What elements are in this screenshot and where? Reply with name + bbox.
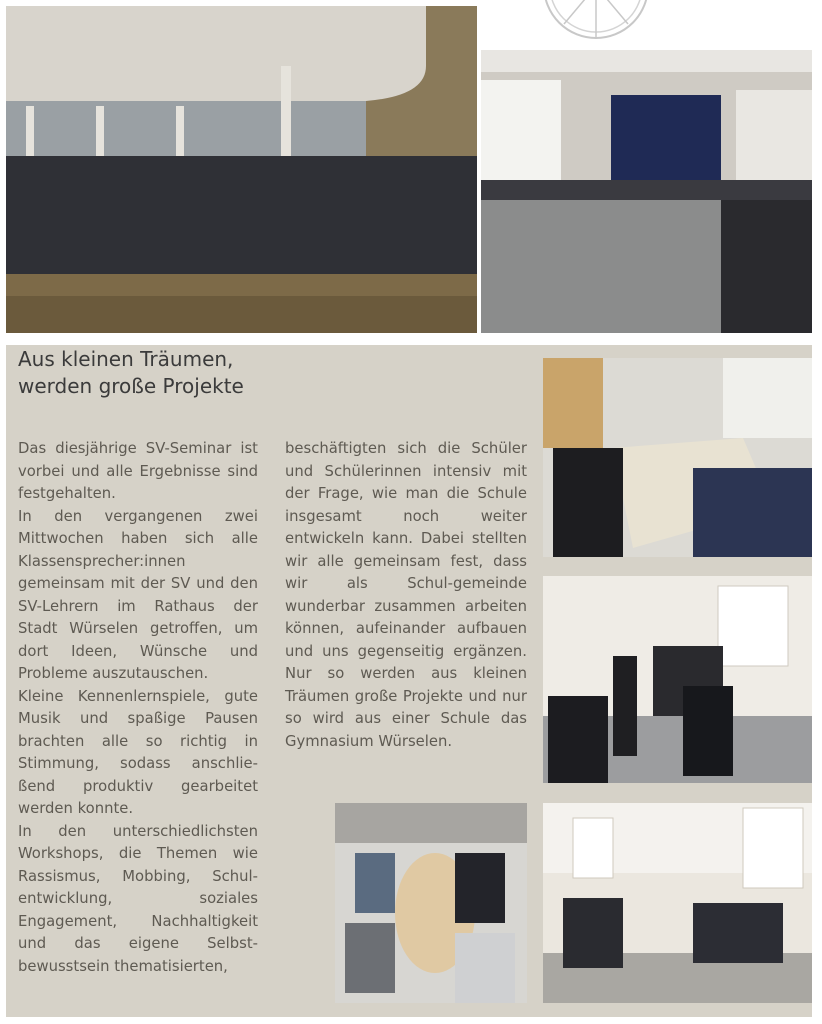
paragraph: beschäftigten sich die Schüler und Schülerinnen intensiv mit der Frage, wie man die Schule insgesamt noch weiter entwickeln kann. Dabei stellten wir alle gemeinsam fest, dass wir als Schul-gemeinde wunderbar zusammen arbeiten können, aufeinander aufbauen und uns gegenseitig ergänzen. Nur so werden aus kleinen Träumen große Projekte und nur so wird aus einer Schule das Gymnasium Würselen. xyxy=(285,440,527,750)
paragraph: In den vergangenen zwei Mittwochen haben sich alle Klassensprecher:innen gemeinsam mit der SV und den SV-Lehrern im Rathaus der Stadt Würselen getroffen, um dort Ideen, Wünsche und Probleme auszutauschen. xyxy=(18,507,258,682)
photo-seated-circle xyxy=(543,803,812,1003)
headline-line-1: Aus kleinen Träumen, xyxy=(18,347,234,371)
photo-group-overhead xyxy=(335,803,527,1003)
article-column-1 xyxy=(18,438,258,978)
photo-town-hall xyxy=(481,50,812,333)
paragraph: Kleine Kennenlernspiele, gute Musik und spaßige Pausen brachten alle so richtig in Stimmung, sodass anschlie-ßend produktiv gearbeitet werden konnte. xyxy=(18,687,258,817)
paragraph: In den unterschiedlichsten Workshops, die Themen wie Rassismus, Mobbing, Schul-entwicklung, soziales Engagement, Nachhaltigkeit und das eigene Selbst-bewusstsein thematisierten, xyxy=(18,822,258,975)
school-logo-icon xyxy=(536,0,656,44)
paragraph: Das diesjährige SV-Seminar ist vorbei und alle Ergebnisse sind festgehalten. xyxy=(18,440,258,502)
headline-line-2: werden große Projekte xyxy=(18,374,244,398)
photo-workshop-table xyxy=(543,358,812,557)
photo-workshop-circle xyxy=(543,576,812,783)
article-column-2 xyxy=(285,438,527,753)
article-headline xyxy=(18,346,318,400)
photo-group-outdoor xyxy=(6,6,477,333)
